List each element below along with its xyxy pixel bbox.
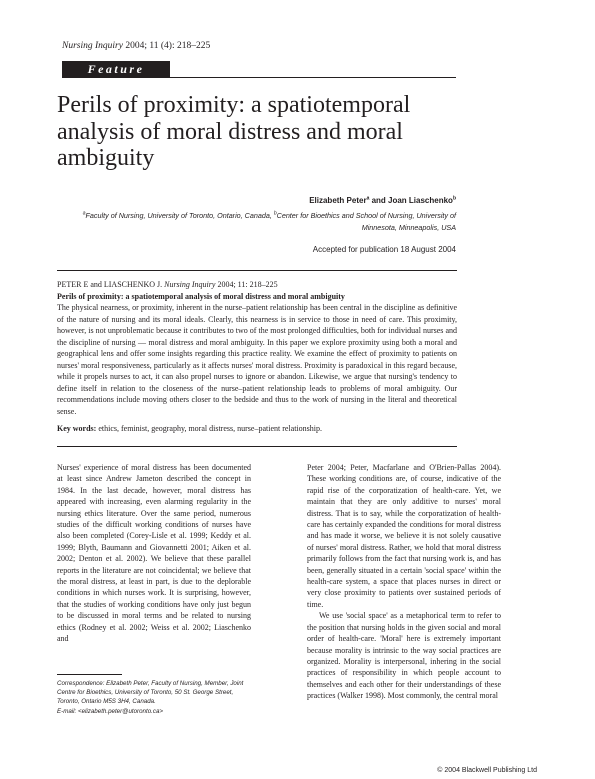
journal-name: Nursing Inquiry <box>62 41 123 51</box>
article-title: Perils of proximity: a spatiotemporal analysis of moral distress and moral ambiguity <box>57 92 411 171</box>
body-column-right <box>307 462 501 702</box>
affiliation-a: Faculty of Nursing, University of Toronto, Ontario, Canada, <box>85 211 272 220</box>
keywords: Key words: ethics, feminist, geography, moral distress, nurse–patient relationship. <box>57 424 322 433</box>
journal-volume: 2004; 11 (4): 218–225 <box>125 41 211 51</box>
abstract-body: The physical nearness, or proximity, inherent in the nurse–patient relationship has been central in the discipline as definitive of the nature of nursing and its moral ideals. Clearly, this nearness is in service to those in need of care. This proximity, however, is not unproblematic because it contributes to two of the most prolonged difficulties, both for individual nurses and the discipline of nursing — moral distress and moral ambiguity. In this paper we explore proximity using both a moral and geographical lens and offer some insights regarding this practice reality. We examine the effect of proximity to patients on nurses' moral responsiveness, particularly as it affects nurses' moral distress. Proximity is paradoxical in this regard because, while it propels nurses to act, it can also propel nurses to ignore or abandon. Likewise, we argue that nursing's tendency to define itself in relation to the closeness of the nurse–patient relationship leads to problems of moral ambiguity. Our recommendations include moving others closer to the bedside and thus to the work of nursing in the literal and theoretical sense. <box>57 303 457 416</box>
copyright-footer: © 2004 Blackwell Publishing Ltd <box>437 767 537 774</box>
body-paragraph: Peter 2004; Peter, Macfarlane and O'Brien-Pallas 2004). These working conditions are, of course, indicative of the rapid rise of the corporatization of health-care. Yet, we maintain that they are only additive to nurses' moral distress. That is to say, while the corporatization of health-care has certainly expanded the conditions for moral distress and has made it worse, we believe it is not solely causative of nurses' moral distress. Rather, we hold that moral distress primarily follows from the fact that nursing work is, and has been, generally situated in a certain 'social space' within the health-care system, a space that places nurses in direct or very close proximity to patients over sustained periods of time. <box>307 463 501 609</box>
correspondence-email: E-mail: <elizabeth.peter@utoronto.ca> <box>57 707 164 715</box>
affiliation-b: Center for Bioethics and School of Nursing, University of Minnesota, Minneapolis, USA <box>276 211 456 232</box>
accepted-date: Accepted for publication 18 August 2004 <box>312 245 456 254</box>
footnote-rule <box>57 674 122 675</box>
abstract-bottom-rule <box>57 446 457 447</box>
body-paragraph: We use 'social space' as a metaphorical term to refer to the position that nursing holds in the given social and moral order of health-care. 'Moral' here is extremely important because morality is intrinsic to the way social practices are organized. Morality is interpersonal, inhering in the social practices of responsibility in which people account to themselves and each other for their understandings of these practices (Walker 1998). Most commonly, the central moral <box>307 611 501 701</box>
body-paragraph: Nurses' experience of moral distress has been documented at least since Andrew Jameton described the concept in 1984. In the last decade, however, moral distress has appeared with increasing, even alarming regularity in the nursing ethics literature. Over the same period, numerous studies of the difficult working conditions of nurses have also been completed (Corey-Lisle et al. 1999; Keddy et al. 1999; Blyth, Baumann and Giovannetti 2001; Aiken et al. 2002; Denton et al. 2002). We believe that these parallel reports in the literature are not coincidental; we believe that the moral distress, at least in part, is due to the deplorable conditions in which nurses work. It is surprising, however, that the studies of working conditions have only just begun to be discussed in moral terms and be related to nursing ethics (Rodney et al. 2002; Weiss et al. 2002; Liaschenko and <box>57 463 251 644</box>
section-label: Feature <box>87 62 145 76</box>
abstract <box>57 279 457 435</box>
section-rule <box>170 77 456 78</box>
abstract-top-rule <box>57 270 457 271</box>
abstract-heading: Perils of proximity: a spatiotemporal analysis of moral distress and moral ambiguity <box>57 291 345 301</box>
author-list: Elizabeth Peter$^a$ and Joan Liaschenko$^b$ <box>309 195 456 205</box>
author-1: Elizabeth Peter <box>309 196 367 205</box>
correspondence-address: Correspondence: Elizabeth Peter, Faculty of Nursing, Member, Joint Centre for Bioethics, University of Toronto, 50 St. George Street, Toronto, Ontario M5S 3H4, Canada. <box>57 680 244 706</box>
author-2: Joan Liaschenko <box>388 196 453 205</box>
abstract-citation: PETER E and LIASCHENKO J. Nursing Inquiry 2004; 11: 218–225 <box>57 280 278 289</box>
journal-citation <box>62 41 210 51</box>
affiliations: $^a$Faculty of Nursing, University of Toronto, Ontario, Canada, $^b$Center for Bioethics and School of Nursing, University of Minnesota, Minneapolis, USA <box>82 210 456 232</box>
correspondence-note <box>57 679 251 716</box>
body-column-left <box>57 462 251 645</box>
